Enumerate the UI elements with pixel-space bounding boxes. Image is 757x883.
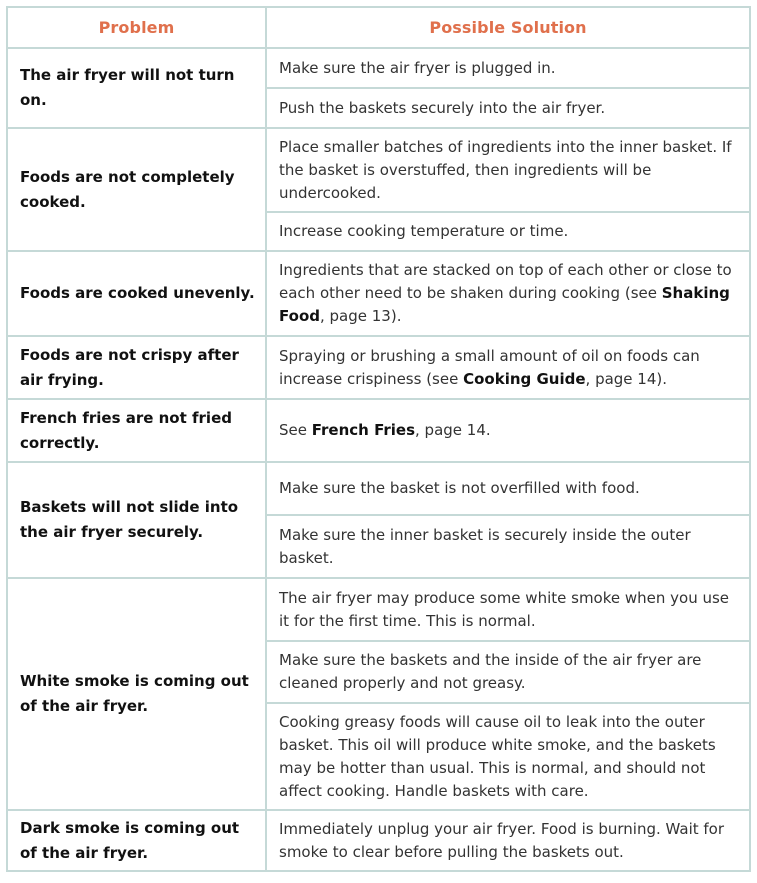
solution-cell xyxy=(266,251,750,336)
solution-cell xyxy=(266,810,750,871)
solution-cell xyxy=(266,88,750,128)
section-reference: Shaking Food xyxy=(279,284,730,325)
solution-cell xyxy=(266,336,750,399)
problem-cell: Foods are cooked unevenly. xyxy=(7,251,266,336)
page-reference-text: , page 14). xyxy=(585,369,668,388)
solution-text: Make sure the air fryer is plugged in. xyxy=(279,58,556,77)
section-reference: French Fries xyxy=(311,421,416,439)
solution-text: Increase cooking temperature or time. xyxy=(279,222,569,240)
table-row xyxy=(7,399,750,462)
table-body xyxy=(7,48,750,871)
problem-cell: White smoke is coming out of the air fryer. xyxy=(7,578,266,810)
solution-cell xyxy=(266,462,750,515)
solution-text: The air fryer may produce some white smoke when you use it for the first time. This is normal. xyxy=(279,588,730,630)
problem-cell: French fries are not fried correctly. xyxy=(7,399,266,462)
table-row xyxy=(7,336,750,399)
solution-text: Push the baskets securely into the air fryer. xyxy=(279,98,606,117)
problem-cell: Foods are not crispy after air frying. xyxy=(7,336,266,399)
table-row xyxy=(7,48,750,88)
solution-cell xyxy=(266,399,750,462)
table-row xyxy=(7,810,750,871)
problem-cell: Foods are not completely cooked. xyxy=(7,128,266,251)
table-row xyxy=(7,578,750,641)
solution-cell xyxy=(266,703,750,810)
solution-cell xyxy=(266,128,750,212)
solution-cell xyxy=(266,515,750,578)
page-reference-text: , page 14. xyxy=(415,421,491,439)
header-row xyxy=(7,7,750,48)
solution-text: Make sure the basket is not overfilled with food. xyxy=(279,479,640,497)
solution-text: Cooking greasy foods will cause oil to leak into the outer basket. This oil will produce white smoke, and the baskets may be hotter than usual. This is normal, and should not affect cooking. Handle baskets with care. xyxy=(279,712,716,800)
problem-cell: Dark smoke is coming out of the air fryer. xyxy=(7,810,266,871)
solution-text: Make sure the inner basket is securely inside the outer basket. xyxy=(279,525,691,567)
table-row xyxy=(7,462,750,515)
solution-cell xyxy=(266,641,750,703)
page-reference-text: , page 13). xyxy=(320,307,402,325)
section-reference: Cooking Guide xyxy=(463,369,586,388)
table-row xyxy=(7,251,750,336)
problem-column-header: Problem xyxy=(7,7,266,48)
solution-text: Immediately unplug your air fryer. Food is burning. Wait for smoke to clear before pulling the baskets out. xyxy=(279,819,725,861)
solution-text: Place smaller batches of ingredients into the inner basket. If the basket is overstuffed, then ingredients will be undercooked. xyxy=(279,137,732,202)
solution-cell xyxy=(266,212,750,251)
solution-text: See xyxy=(279,421,312,439)
troubleshooting-table xyxy=(6,6,751,872)
solution-column-header: Possible Solution xyxy=(266,7,750,48)
problem-cell: The air fryer will not turn on. xyxy=(7,48,266,128)
solution-text: Spraying or brushing a small amount of oil on foods can increase crispiness (see xyxy=(279,346,700,388)
solution-cell xyxy=(266,48,750,88)
problem-cell: Baskets will not slide into the air fryer securely. xyxy=(7,462,266,578)
table-row xyxy=(7,128,750,212)
solution-text: Ingredients that are stacked on top of each other or close to each other need to be shaken during cooking (see xyxy=(279,261,732,302)
solution-text: Make sure the baskets and the inside of the air fryer are cleaned properly and not greasy. xyxy=(279,651,702,692)
solution-cell xyxy=(266,578,750,641)
